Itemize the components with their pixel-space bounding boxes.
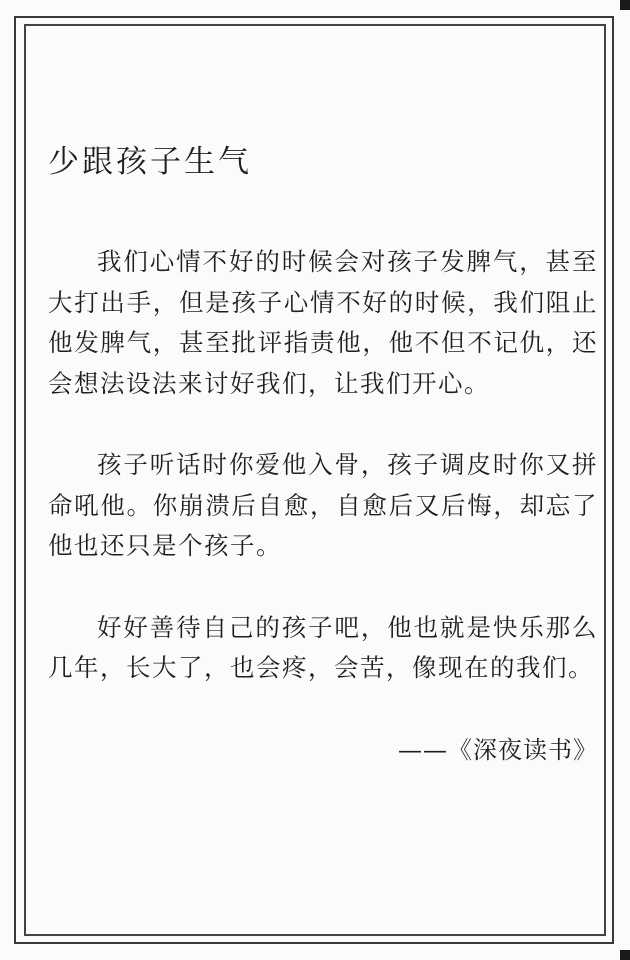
paragraph: 孩子听话时你爱他入骨，孩子调皮时你又拼命吼他。你崩溃后自愈，自愈后又后悔，却忘了他也还只是个孩子。 bbox=[48, 450, 598, 560]
article-title: 少跟孩子生气 bbox=[48, 144, 252, 180]
corner-mark bbox=[620, 0, 630, 10]
source-attribution: ——《深夜读书》 bbox=[398, 735, 598, 764]
article bbox=[48, 140, 598, 770]
corner-mark bbox=[620, 950, 630, 960]
paragraph: 我们心情不好的时候会对孩子发脾气，甚至大打出手，但是孩子心情不好的时候，我们阻止他发脾气，甚至批评指责他，他不但不记仇，还会想法设法来讨好我们，让我们开心。 bbox=[48, 247, 598, 398]
paragraph: 好好善待自己的孩子吧，他也就是快乐那么几年，长大了，也会疼，会苦，像现在的我们。 bbox=[48, 612, 598, 682]
